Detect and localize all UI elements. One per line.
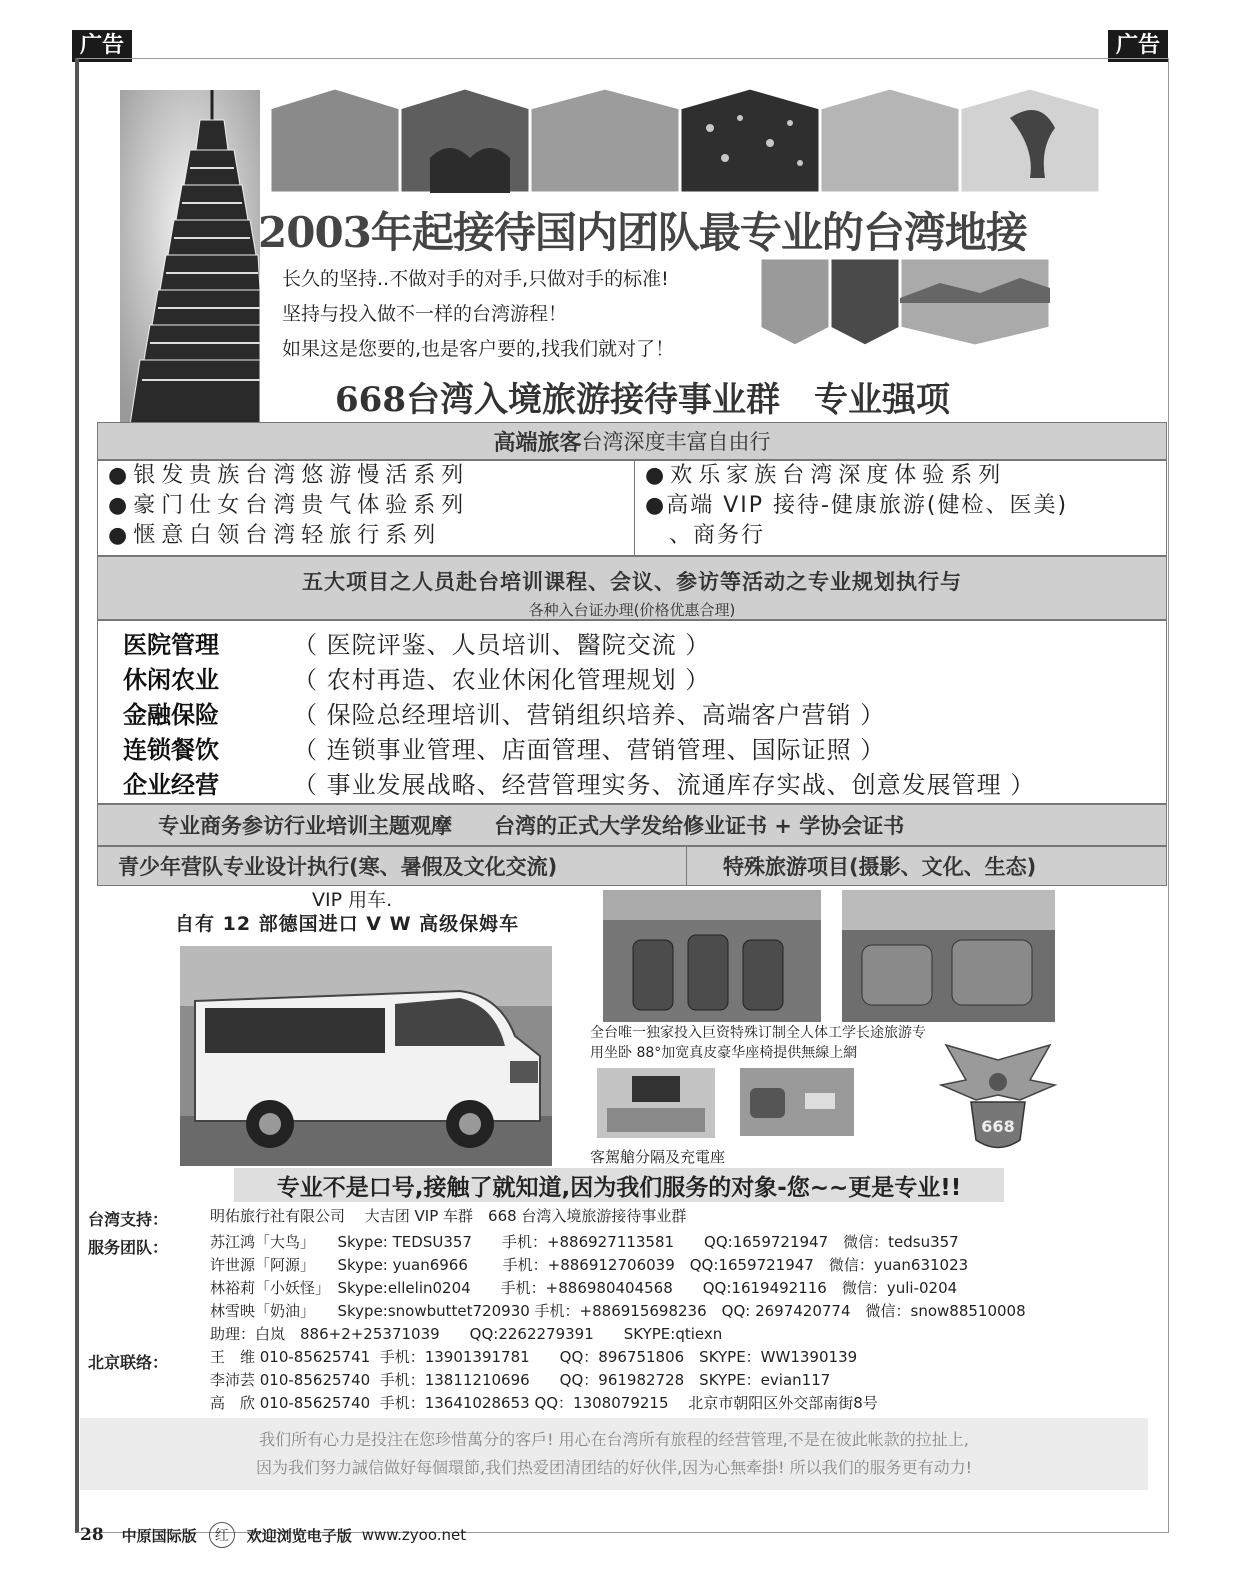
study-tour-text: 专业商务参访行业培训主题观摩 <box>158 814 452 838</box>
project-row <box>123 625 710 661</box>
project-desc: （ 农村再造、农业休闲化管理规划 ） <box>293 666 711 694</box>
seat-caption: 用坐卧 88°加宽真皮豪华座椅提供無線上網 <box>590 1045 858 1061</box>
reclining-seat-photo <box>842 890 1055 1022</box>
slogan-line: 坚持与投入做不一样的台湾游程！ <box>282 303 568 325</box>
team-member: 林雪映「奶油」 Skype:snowbuttet720930 手机：+886915698236 QQ: 2697420774 微信：snow88510008 <box>210 1302 1026 1320</box>
beijing-contact: 王 维 010-85625741 手机：13901391781 QQ：896751806 SKYPE：WW1390139 <box>210 1348 858 1366</box>
group-subhead: 668台湾入境旅游接待事业群 专业强项 <box>335 380 950 420</box>
team-label: 服务团队： <box>88 1238 169 1257</box>
vip-subtitle: 自有 12 部德国进口 V W 高级保姆车 <box>175 913 520 935</box>
youth-special-band <box>97 846 1167 886</box>
beijing-contact: 李沛芸 010-85625740 手机：13811210696 QQ：961982728 SKYPE：evian117 <box>210 1371 831 1389</box>
project-row <box>123 765 1035 801</box>
eagle-emblem-logo <box>936 1040 1060 1160</box>
study-tour-band <box>97 804 1167 846</box>
luxury-left-column <box>98 461 635 557</box>
footer-note-line: 因为我们努力誠信做好每個環節,我们热爱团清团结的好伙伴,因为心無牽掛! 所以我们的服务更有动力! <box>255 1458 973 1477</box>
project-name: 企业经营 <box>123 771 219 799</box>
ad-tag-right: 广告 <box>1108 30 1168 62</box>
five-projects-subtitle: 各种入台证办理(价格优惠合理) <box>528 601 736 619</box>
series-item: ●惬意白领台湾轻旅行系列 <box>108 523 442 548</box>
team-member: 林裕莉「小妖怪」 Skype:ellelin0204 手机：+886980404568 QQ:1619492116 微信：yuli-0204 <box>210 1279 958 1297</box>
luxury-series-box <box>97 460 1167 556</box>
page-footer <box>80 1522 466 1548</box>
five-projects-band <box>97 556 1167 620</box>
projects-box <box>97 620 1167 804</box>
website-url[interactable]: www.zyoo.net <box>361 1526 467 1544</box>
series-item: ●欢乐家族台湾深度体验系列 <box>645 463 1007 488</box>
seat-caption: 全台唯一独家投入巨资特殊订制全人体工学长途旅游专 <box>590 1025 926 1041</box>
assistant-line: 助理：白岚 886+2+25371039 QQ:2262279391 SKYPE:qtiexn <box>210 1325 723 1343</box>
support-label: 台湾支持： <box>88 1210 169 1229</box>
team-member: 苏江鸿「大鸟」 Skype: TEDSU357 手机：+886927113581 QQ:1659721947 微信：tedsu357 <box>210 1233 959 1251</box>
emblem-number: 668 <box>981 1117 1015 1136</box>
luxury-subtitle: 台湾深度丰富自由行 <box>581 430 771 454</box>
beijing-label: 北京联络： <box>88 1353 169 1372</box>
five-projects-title: 五大项目之人员赴台培训课程、会议、参访等活动之专业规划执行与 <box>302 570 962 594</box>
special-tour-text: 特殊旅游项目(摄影、文化、生态) <box>723 855 1037 879</box>
project-row <box>123 730 885 766</box>
series-item: ●豪门仕女台湾贵气体验系列 <box>108 493 470 518</box>
project-desc: （ 连锁事业管理、店面管理、营销管理、国际证照 ） <box>293 736 886 764</box>
slogan-line: 如果这是您要的,也是客户要的,找我们就对了！ <box>282 338 675 360</box>
scenery-photo-strip <box>270 88 1130 193</box>
project-name: 金融保险 <box>123 701 219 729</box>
project-name: 休闲农业 <box>123 666 219 694</box>
seat-interior-photo <box>603 890 821 1022</box>
support-line: 明佑旅行社有限公司 大吉团 VIP 车群 668 台湾入境旅游接待事业群 <box>210 1207 687 1225</box>
luxury-right-column <box>635 461 1168 557</box>
certificate-text: 台湾的正式大学发给修业证书 + 学协会证书 <box>494 814 905 838</box>
luxury-title: 高端旅客 <box>493 430 582 456</box>
cabin-divider-photo <box>597 1068 715 1138</box>
project-row <box>123 695 885 731</box>
web-label: 欢迎浏览电子版 <box>246 1526 352 1545</box>
series-item: ●银发贵族台湾悠游慢活系列 <box>108 463 470 488</box>
footer-note <box>80 1418 1148 1490</box>
railway-photo-strip <box>760 258 1050 346</box>
vip-title: VIP 用车. <box>312 889 393 911</box>
headline: 2003年起接待国内团队最专业的台湾地接 <box>258 208 1027 257</box>
series-item: 、商务行 <box>645 523 766 548</box>
youth-camp-text: 青少年营队专业设计执行(寒、暑假及文化交流) <box>98 847 687 885</box>
ad-tag-left: 广告 <box>72 30 132 62</box>
service-slogan: 专业不是口号,接触了就知道,因为我们服务的对象-您~~更是专业!! <box>234 1168 1004 1202</box>
taipei-101-image <box>120 90 260 425</box>
luxury-band <box>97 422 1167 460</box>
project-row <box>123 660 710 696</box>
footer-note-line: 我们所有心力是投注在您珍惜萬分的客戶! 用心在台湾所有旅程的经营管理,不是在彼此帐款的拉扯上, <box>259 1430 969 1449</box>
vw-van-photo <box>180 946 552 1166</box>
page-number: 28 <box>80 1525 104 1545</box>
series-item: ●高端 VIP 接待-健康旅游(健检、医美) <box>645 493 1069 518</box>
project-name: 医院管理 <box>123 631 219 659</box>
project-name: 连锁餐饮 <box>123 736 219 764</box>
cabin-caption: 客駕艙分隔及充電座 <box>590 1148 726 1166</box>
project-desc: （ 事业发展战略、经营管理实务、流通库存实战、创意发展管理 ） <box>293 771 1036 799</box>
publication-logo-icon: 红 <box>209 1522 235 1548</box>
project-desc: （ 保险总经理培训、营销组织培养、高端客户营销 ） <box>293 701 886 729</box>
publication-name: 中原国际版 <box>121 1526 197 1545</box>
slogan-line: 长久的坚持..不做对手的对手,只做对手的标准! <box>282 268 669 290</box>
team-member: 许世源「阿源」 Skype: yuan6966 手机：+886912706039 QQ:1659721947 微信：yuan631023 <box>210 1256 969 1274</box>
project-desc: （ 医院评鉴、人员培训、醫院交流 ） <box>293 631 711 659</box>
charging-socket-photo <box>740 1068 854 1136</box>
beijing-contact: 高 欣 010-85625740 手机：13641028653 QQ：1308079215 北京市朝阳区外交部南街8号 <box>210 1394 878 1412</box>
